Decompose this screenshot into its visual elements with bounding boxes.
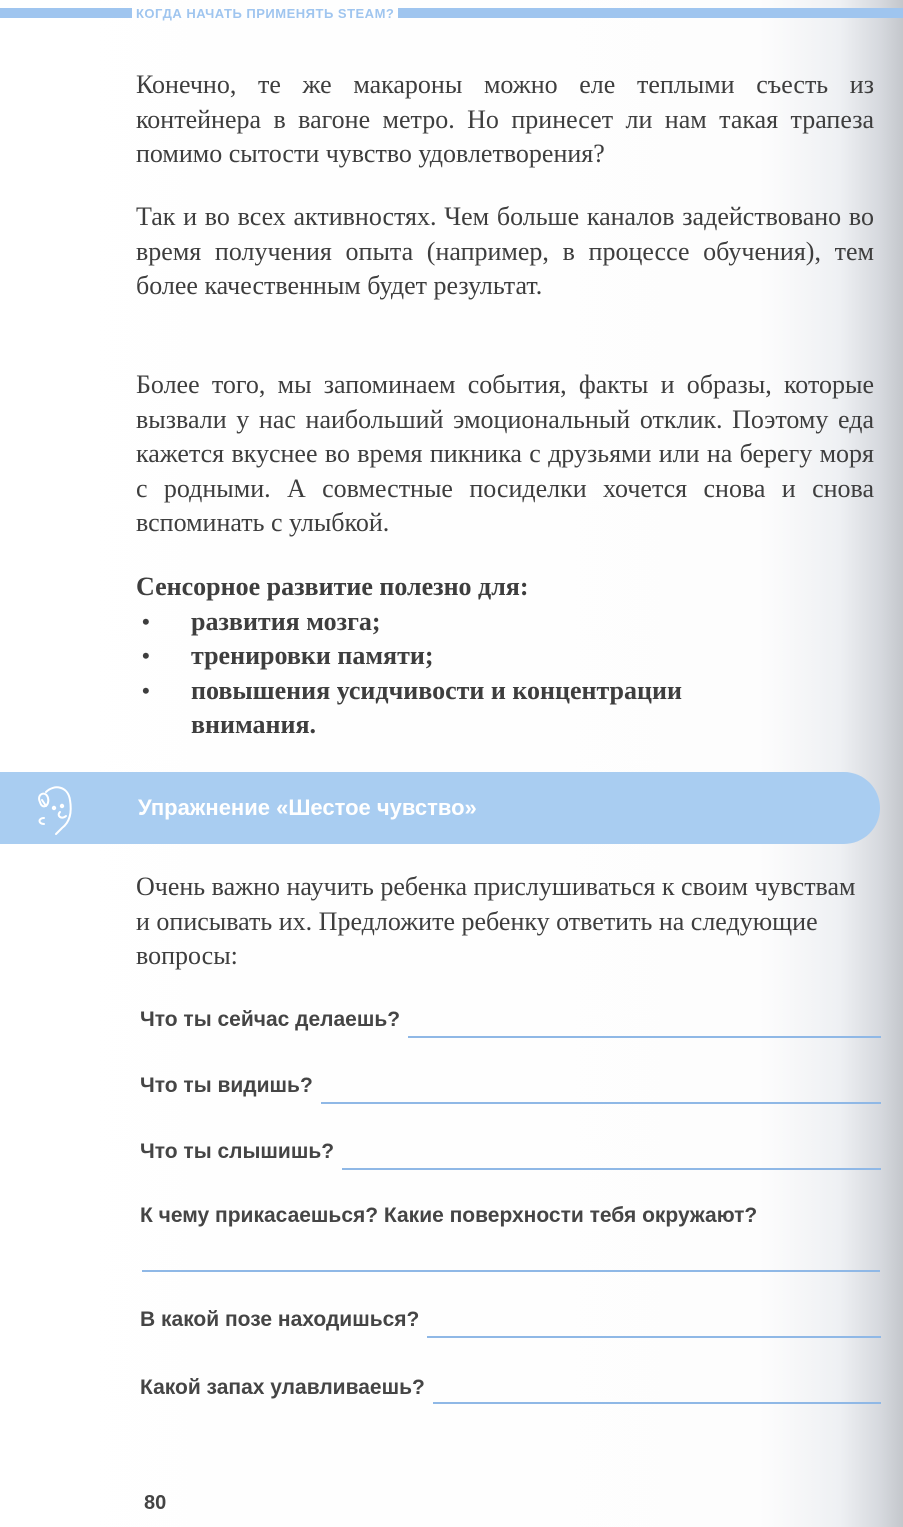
question-label: Что ты слышишь? — [140, 1140, 335, 1163]
benefits-block — [136, 570, 874, 743]
question-label: Какой запах улавливаешь? — [140, 1376, 425, 1399]
question-label: Что ты видишь? — [140, 1074, 313, 1097]
answer-line[interactable] — [321, 1102, 881, 1104]
benefit-item: • развития мозга; — [136, 605, 874, 640]
running-header — [0, 6, 903, 20]
question-label: К чему прикасаешься? Какие поверхности тебя окружают? — [140, 1204, 758, 1227]
paragraph-text: Очень важно научить ребенка прислушиваться к своим чувствам и описывать их. Предложите ребенку ответить на следующие вопросы: — [136, 872, 856, 970]
paragraph-text: Так и во всех активностях. Чем больше каналов задействовано во время получения опыта (например, в процессе обучения), тем более качественным будет результат. — [136, 202, 874, 300]
header-accent-bar-left — [0, 8, 132, 18]
face-doodle-icon — [26, 778, 86, 838]
running-title: КОГДА НАЧАТЬ ПРИМЕНЯТЬ STEAM? — [136, 5, 395, 21]
answer-line[interactable] — [427, 1336, 881, 1338]
benefits-heading: Сенсорное развитие полезно для: — [136, 572, 529, 601]
question-row — [140, 1140, 881, 1164]
question-row — [140, 1008, 881, 1032]
answer-line[interactable] — [342, 1168, 881, 1170]
exercise-intro — [136, 870, 874, 974]
answer-line[interactable] — [142, 1270, 880, 1272]
paragraph-text: Более того, мы запоминаем события, факты и образы, которые вызвали у нас наибольший эмоциональный отклик. Поэтому еда кажется вкуснее во время пикника с друзьями или на берегу моря с родными. А совместные посиделки хочется снова и снова вспоминать с улыбкой. — [136, 370, 874, 537]
question-row — [140, 1308, 881, 1332]
question-row — [140, 1204, 881, 1228]
answer-line[interactable] — [433, 1402, 881, 1404]
answer-line[interactable] — [408, 1036, 881, 1038]
page-number: 80 — [144, 1492, 167, 1514]
question-row — [140, 1074, 881, 1098]
header-accent-bar-right — [398, 8, 903, 18]
question-label: Что ты сейчас делаешь? — [140, 1008, 401, 1031]
paragraph-3 — [136, 368, 874, 541]
exercise-title: Упражнение «Шестое чувство» — [138, 795, 477, 820]
benefit-item: • тренировки памяти; — [136, 639, 874, 674]
exercise-banner — [0, 772, 880, 844]
question-row — [140, 1376, 881, 1400]
paragraph-1 — [136, 68, 874, 172]
question-label: В какой позе находишься? — [140, 1308, 420, 1331]
paragraph-2 — [136, 200, 874, 304]
paragraph-text: Конечно, те же макароны можно еле теплыми съесть из контейнера в вагоне метро. Но принесет ли нам такая трапеза помимо сытости чувство удовлетворения? — [136, 70, 874, 168]
benefit-item: • повышения усидчивости и концентрации внимания. — [136, 674, 874, 743]
benefits-list — [136, 605, 874, 743]
